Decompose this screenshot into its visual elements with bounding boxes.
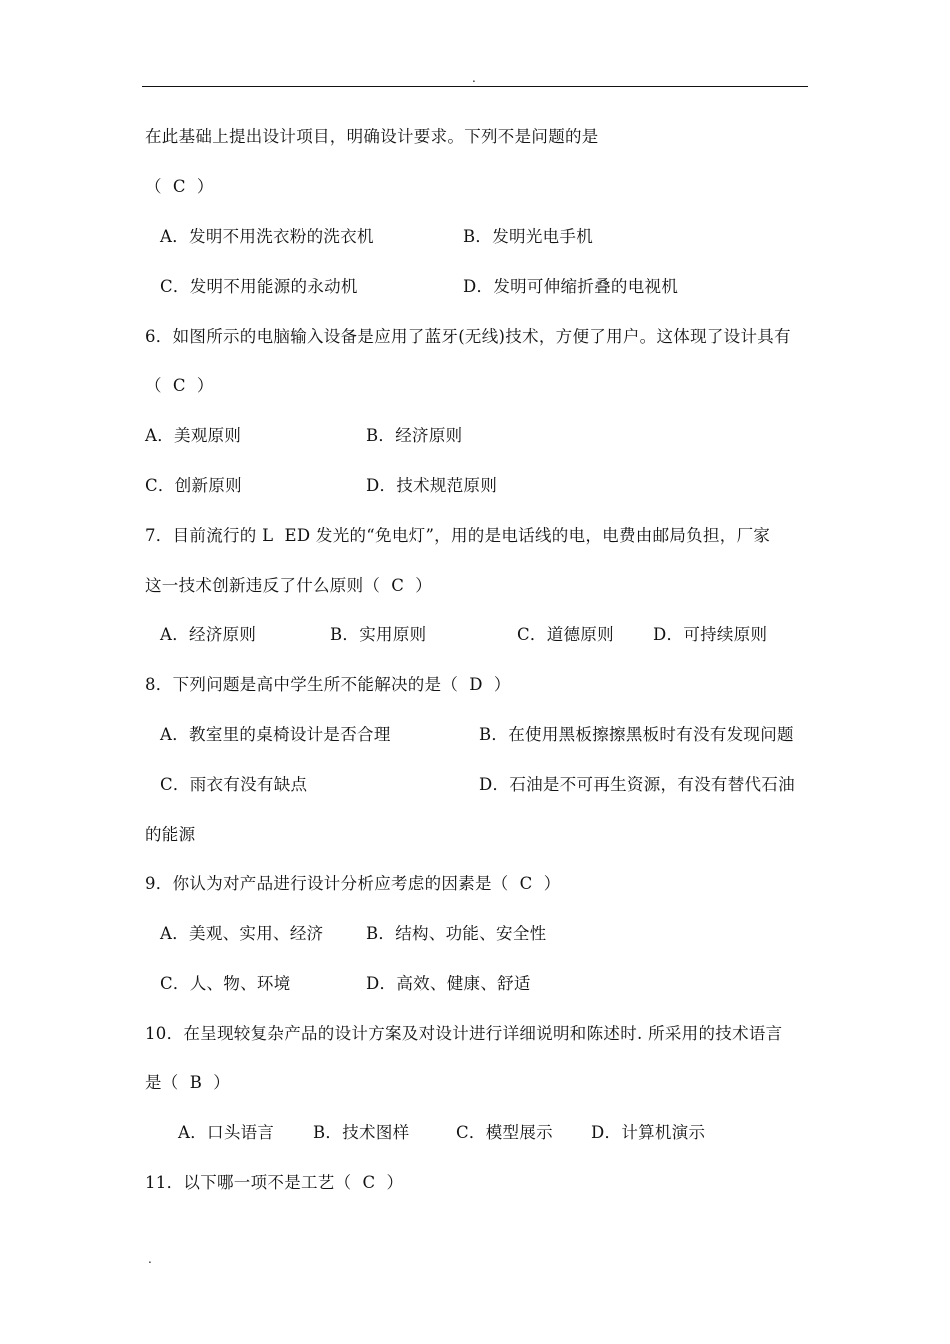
q5-option-a: A．发明不用洗衣粉的洗衣机 bbox=[160, 227, 374, 246]
q8-option-d-cont: 的能源 bbox=[145, 825, 196, 844]
q10-answer: 是（ B ） bbox=[145, 1073, 231, 1092]
q10-option-b: B．技术图样 bbox=[313, 1123, 410, 1142]
q5-stem: 在此基础上提出设计项目，明确设计要求。下列不是问题的是 bbox=[145, 127, 599, 146]
q10-option-c: C．模型展示 bbox=[456, 1123, 553, 1142]
q6-option-a: A．美观原则 bbox=[145, 426, 242, 445]
q7-option-d: D．可持续原则 bbox=[653, 625, 768, 644]
q10-option-d: D．计算机演示 bbox=[591, 1123, 706, 1142]
q8-option-a: A．教室里的桌椅设计是否合理 bbox=[160, 725, 391, 744]
q8-option-c: C．雨衣有没有缺点 bbox=[160, 775, 308, 794]
q9-option-d: D．高效、健康、舒适 bbox=[366, 974, 531, 993]
q10-option-a: A．口头语言 bbox=[178, 1123, 275, 1142]
q5-option-c: C．发明不用能源的永动机 bbox=[160, 277, 358, 296]
q5-answer: （ C ） bbox=[145, 177, 214, 196]
q9-stem: 9．你认为对产品进行设计分析应考虑的因素是（ C ） bbox=[145, 874, 561, 893]
q7-stem-cont: 这一技术创新违反了什么原则（ C ） bbox=[145, 576, 433, 595]
header-mark: . bbox=[472, 71, 476, 85]
q9-option-b: B．结构、功能、安全性 bbox=[366, 924, 547, 943]
q7-option-a: A．经济原则 bbox=[160, 625, 257, 644]
q7-stem: 7．目前流行的 L ED 发光的“免电灯”，用的是电话线的电，电费由邮局负担，厂家 bbox=[145, 526, 771, 545]
q10-stem: 10．在呈现较复杂产品的设计方案及对设计进行详细说明和陈述时. 所采用的技术语言 bbox=[145, 1024, 783, 1043]
q8-option-d: D．石油是不可再生资源，有没有替代石油 bbox=[479, 775, 795, 794]
q5-option-d: D．发明可伸缩折叠的电视机 bbox=[463, 277, 679, 296]
header-rule bbox=[142, 86, 808, 87]
q7-option-c: C．道德原则 bbox=[517, 625, 614, 644]
q6-stem: 6．如图所示的电脑输入设备是应用了蓝牙(无线)技术，方便了用户。这体现了设计具有 bbox=[145, 327, 791, 346]
q11-stem: 11．以下哪一项不是工艺（ C ） bbox=[145, 1173, 404, 1192]
q6-option-b: B．经济原则 bbox=[366, 426, 463, 445]
q6-answer: （ C ） bbox=[145, 376, 214, 395]
q9-option-a: A．美观、实用、经济 bbox=[160, 924, 324, 943]
q7-option-b: B．实用原则 bbox=[330, 625, 427, 644]
q9-option-c: C．人、物、环境 bbox=[160, 974, 291, 993]
q6-option-c: C．创新原则 bbox=[145, 476, 242, 495]
q5-option-b: B．发明光电手机 bbox=[463, 227, 594, 246]
q8-stem: 8．下列问题是高中学生所不能解决的是（ D ） bbox=[145, 675, 511, 694]
q6-option-d: D．技术规范原则 bbox=[366, 476, 498, 495]
q8-option-b: B．在使用黑板擦擦黑板时有没有发现问题 bbox=[479, 725, 794, 744]
footer-mark: . bbox=[148, 1252, 152, 1266]
